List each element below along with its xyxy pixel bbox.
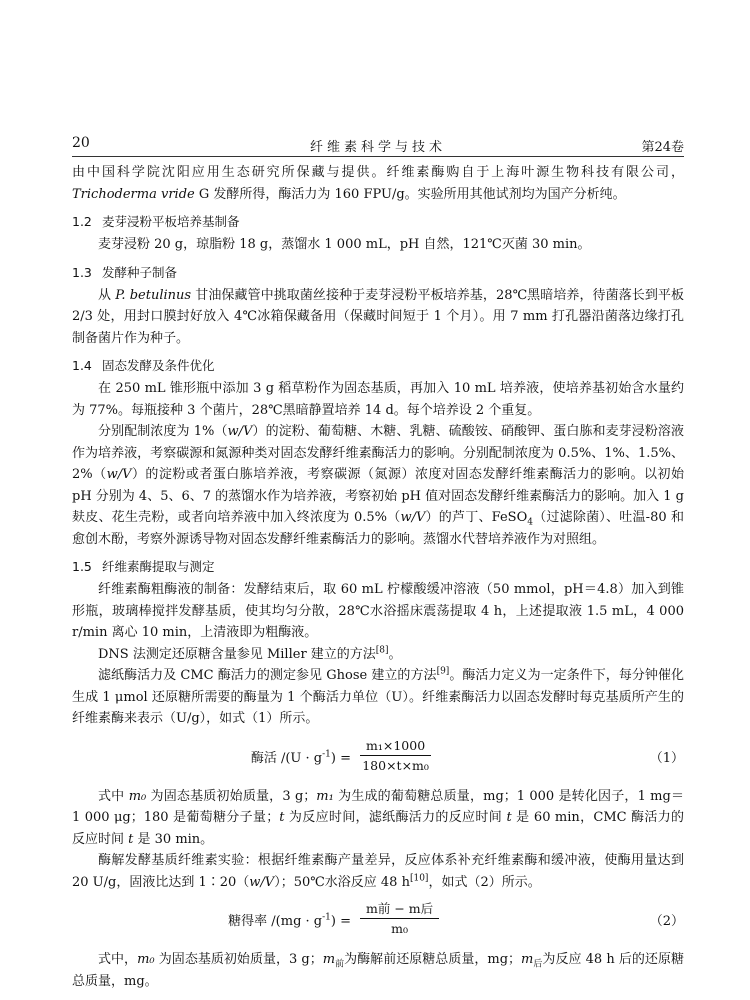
paragraph: 在 250 mL 锥形瓶中添加 3 g 稻草粉作为固态基质，再加入 10 mL 培养液，使培养基初始含水量约为 77%。每瓶接种 3 个菌片，28℃黑暗静置培养 14 d。每个培养设 2 个重复。: [72, 381, 684, 418]
paragraph: 分别配制浓度为 1%（w/V）的淀粉、葡萄糖、木糖、乳糖、硫酸铵、硝酸钾、蛋白胨和麦芽浸粉溶液作为培养液，考察碳源和氮源种类对固态发酵纤维素酶活力的影响。分别配制浓度为 0.5%、1%、1.5%、2%（w/V）的淀粉或者蛋白胨培养液，考察碳源（氮源）浓度对固态发酵纤维素酶活力的影响。以初始 pH 分别为 4、5、6、7 的蒸馏水作为培养液，考察初始 pH 值对固态发酵纤维素酶活力的影响。加入 1 g 麸皮、花生壳粉，或者向培养液中加入终浓度为 0.5%（w/V）的芦丁、FeSO$_4$（过滤除菌）、吐温-80 和愈创木酚，考察外源诱导物对固态发酵纤维素酶活力的影响。蒸馏水代替培养液作为对照组。: [72, 424, 684, 547]
paragraph: DNS 法测定还原糖含量参见 Miller 建立的方法[8]。: [98, 645, 402, 662]
volume-label: 第24卷: [641, 140, 684, 155]
section-heading-1-5: 1.5 纤维素酶提取与测定: [72, 559, 215, 574]
paragraph: 麦芽浸粉 20 g，琼脂粉 18 g，蒸馏水 1 000 mL，pH 自然，121℃灭菌 30 min。: [98, 237, 591, 252]
intro-paragraph: 由中国科学院沈阳应用生态研究所保藏与提供。纤维素酶购自于上海叶源生物科技有限公司，Trichoderma vride G 发酵所得，酶活力为 160 FPU/g。实验所用其他试剂均为国产分析纯。: [72, 165, 684, 202]
section-heading-1-3: 1.3 发酵种子制备: [72, 264, 178, 280]
header-rule: [72, 156, 684, 157]
paragraph: 式中，m₀ 为固态基质初始质量，3 g；$m_前$为酶解前还原糖总质量，mg；$m_后$为反应 48 h 后的还原糖总质量，mg。: [72, 952, 684, 989]
equation-number: （2）: [649, 914, 684, 929]
section-heading-1-2: 1.2 麦芽浸粉平板培养基制备: [72, 214, 240, 229]
paragraph: 纤维素酶粗酶液的制备：发酵结束后，取 60 mL 柠檬酸缓冲溶液（50 mmol，pH＝4.8）加入到锥形瓶，玻璃棒搅拌发酵基质，使其均匀分散，28℃水浴摇床震荡提取 4 h，上述提取液 1.5 mL，4 000 r/min 离心 10 min，上清液即为粗酶液。: [72, 582, 684, 640]
equation-2: 糖得率 $/(mg \cdot g^{-1})$ = m前 − m后 m₀ （2）: [228, 901, 684, 936]
equation-number: （1）: [649, 750, 684, 766]
paragraph: 酶解发酵基质纤维素实验：根据纤维素酶产量差异，反应体系补充纤维素酶和缓冲液，使酶用量达到 20 U/g，固液比达到 1∶20（w/V）；50℃水浴反应 48 h[10]，如式（2）所示。: [72, 853, 684, 890]
paragraph: 从 P. betulinus 甘油保藏管中挑取菌丝接种于麦芽浸粉平板培养基，28℃黑暗培养，待菌落长到平板 2/3 处，用封口膜封好放入 4℃冰箱保藏备用（保藏时间短于 1 个月）。用 7 mm 打孔器沿菌落边缘打孔制备菌片作为种子。: [72, 287, 684, 346]
section-heading-1-4: 1.4 固态发酵及条件优化: [72, 358, 215, 373]
page-number: 20: [72, 135, 90, 151]
running-header: [72, 135, 684, 157]
equation-1: 酶活 $/(U \cdot g^{-1})$ = $\frac{\text{m₁×1000}}{\text{180×t×m₀}}$ （1）: [250, 737, 684, 773]
article-body: [72, 162, 684, 992]
paragraph: 式中 m₀ 为固态基质初始质量，3 g；m₁ 为生成的葡萄糖总质量，mg；1 000 是转化因子，1 mg＝1 000 μg；180 是葡萄糖分子量；t 为反应时间，滤纸酶活力的反应时间 t 是 60 min，CMC 酶活力的反应时间 t 是 30 min。: [72, 788, 685, 847]
journal-title: 纤维素科学与技术: [309, 140, 446, 155]
paragraph: 滤纸酶活力及 CMC 酶活力的测定参见 Ghose 建立的方法[9]。酶活力定义为一定条件下，每分钟催化生成 1 μmol 还原糖所需要的酶量为 1 个酶活力单位（U）。纤维素酶活力以固态发酵时每克基质所产生的纤维素酶来表示（U/g），如式（1）所示。: [72, 666, 684, 726]
